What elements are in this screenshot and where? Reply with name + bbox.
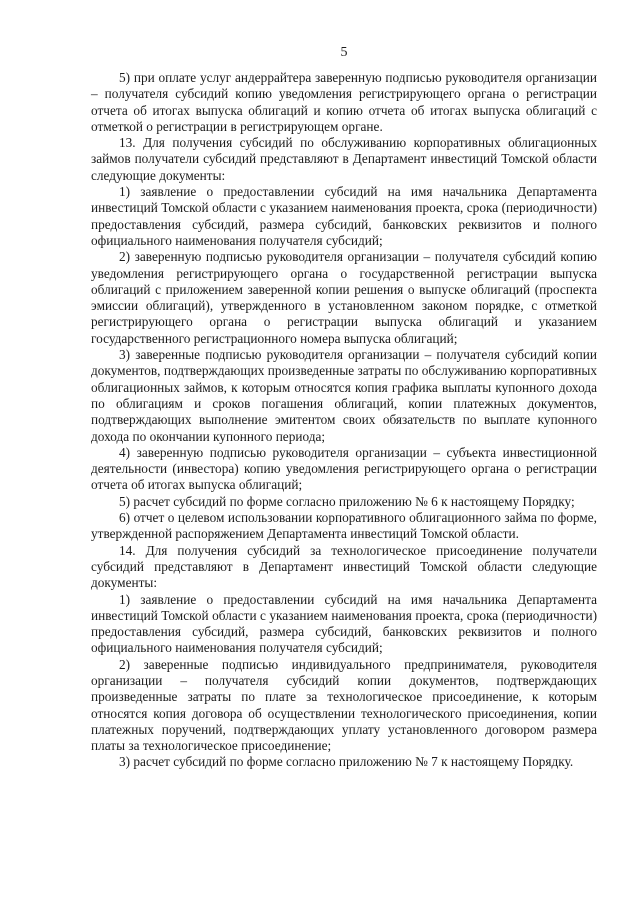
- paragraph-14-item-2: 2) заверенные подписью индивидуального предпринимателя, руководителя организации – получателя субсидий копии документов, подтверждающих произведенные затраты по плате за технологическое присоединение, к которым относятся копия договора об осуществлении технологического присоединения, копии платежных поручений, подтверждающих уплату установленного договором размера платы за технологическое присоединение;: [91, 656, 597, 754]
- paragraph-13-item-4: 4) заверенную подписью руководителя организации – субъекта инвестиционной деятельности (инвестора) копию уведомления регистрирующего органа о регистрации отчета об итогах выпуска облигаций;: [91, 444, 597, 493]
- page-number: 5: [340, 45, 348, 60]
- paragraph-13-item-6: 6) отчет о целевом использовании корпоративного облигационного займа по форме, утвержденной распоряжением Департамента инвестиций Томской области.: [91, 510, 597, 542]
- paragraph-14-item-3: 3) расчет субсидий по форме согласно приложению № 7 к настоящему Порядку.: [119, 754, 574, 770]
- paragraph-section-14: 14. Для получения субсидий за технологическое присоединение получатели субсидий представляют в Департамент инвестиций Томской области следующие документы:: [91, 542, 597, 591]
- paragraph-13-item-2: 2) заверенную подписью руководителя организации – получателя субсидий копию уведомления регистрирующего органа о государственной регистрации выпуска облигаций с приложением заверенной копии решения о выпуске облигаций (проспекта эмиссии облигаций), утвержденного в установленном законом порядке, с отметкой регистрирующего органа о регистрации выпуска облигаций и указанием государственного регистрационного номера выпуска облигаций;: [91, 249, 597, 346]
- paragraph-item-5-underwriter: 5) при оплате услуг андеррайтера заверенную подписью руководителя организации – получателя субсидий копию уведомления регистрирующего органа о регистрации отчета об итогах выпуска облигаций и копию отчета об итогах выпуска облигаций с отметкой о регистрации в регистрирующем органе.: [91, 70, 597, 134]
- document-page: [91, 44, 597, 771]
- paragraph-13-item-3: 3) заверенные подписью руководителя организации – получателя субсидий копии документов, подтверждающих произведенные затраты по обслуживанию корпоративных облигационных займов, к которым относятся копия графика выплаты купонного дохода по облигациям и сроков погашения облигаций, копии платежных документов, подтверждающих выполнение эмитентом своих обязательств по выплате купонного дохода по окончании купонного периода;: [91, 347, 597, 444]
- paragraph-14-item-1: 1) заявление о предоставлении субсидий на имя начальника Департамента инвестиций Томской области с указанием наименования проекта, срока (периодичности) предоставления субсидий, размера субсидий, банковских реквизитов и полного официального наименования получателя субсидий;: [91, 591, 597, 656]
- paragraph-section-13: 13. Для получения субсидий по обслуживанию корпоративных облигационных займов получатели субсидий представляют в Департамент инвестиций Томской области следующие документы:: [91, 135, 597, 183]
- paragraph-13-item-5: 5) расчет субсидий по форме согласно приложению № 6 к настоящему Порядку;: [119, 493, 575, 509]
- paragraph-13-item-1: 1) заявление о предоставлении субсидий на имя начальника Департамента инвестиций Томской области с указанием наименования проекта, срока (периодичности) предоставления субсидий, размера субсидий, банковских реквизитов и полного официального наименования получателя субсидий;: [91, 184, 597, 248]
